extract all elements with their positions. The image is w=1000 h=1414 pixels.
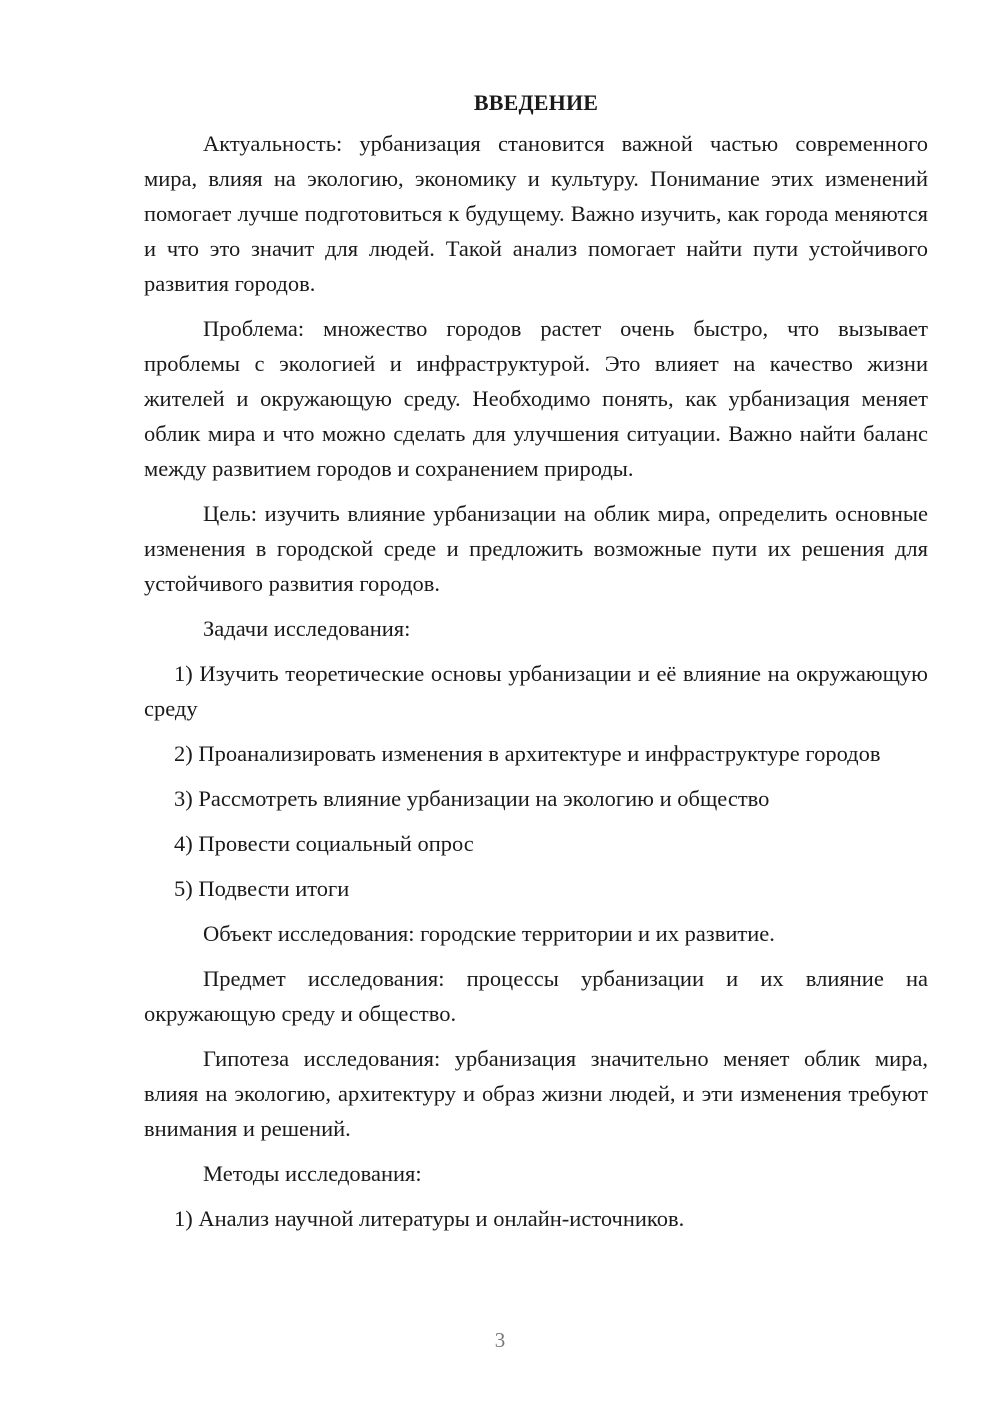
task-item-1: 1) Изучить теоретические основы урбанизации и её влияние на окружающую среду: [144, 661, 928, 721]
subject-paragraph: Предмет исследования: процессы урбанизации и их влияние на окружающую среду и общество.: [144, 966, 928, 1026]
section-title: ВВЕДЕНИЕ: [473, 90, 599, 115]
task-item-3: 3) Рассмотреть влияние урбанизации на экологию и общество: [174, 786, 770, 811]
method-item-1: 1) Анализ научной литературы и онлайн-источников.: [174, 1206, 685, 1231]
problem-paragraph: Проблема: множество городов растет очень быстро, что вызывает проблемы с экологией и инфраструктурой. Это влияет на качество жизни жителей и окружающую среду. Необходимо понять, как урбанизация меняет облик мира и что можно сделать для улучшения ситуации. Важно найти баланс между развитием городов и сохранением природы.: [144, 316, 928, 481]
methods-heading: Методы исследования:: [203, 1161, 422, 1186]
document-page: [144, 90, 928, 1246]
object-paragraph: Объект исследования: городские территории и их развитие.: [203, 921, 775, 946]
task-item-2: 2) Проанализировать изменения в архитектуре и инфраструктуре городов: [174, 741, 881, 766]
task-item-5: 5) Подвести итоги: [174, 876, 350, 901]
relevance-paragraph: Актуальность: урбанизация становится важной частью современного мира, влияя на экологию, экономику и культуру. Понимание этих изменений помогает лучше подготовиться к будущему. Важно изучить, как города меняются и что это значит для людей. Такой анализ помогает найти пути устойчивого развития городов.: [144, 131, 928, 296]
goal-paragraph: Цель: изучить влияние урбанизации на облик мира, определить основные изменения в городской среде и предложить возможные пути их решения для устойчивого развития городов.: [144, 501, 928, 596]
hypothesis-paragraph: Гипотеза исследования: урбанизация значительно меняет облик мира, влияя на экологию, архитектуру и образ жизни людей, и эти изменения требуют внимания и решений.: [144, 1046, 928, 1141]
page-number: 3: [494, 1328, 506, 1352]
task-item-4: 4) Провести социальный опрос: [174, 831, 474, 856]
tasks-heading: Задачи исследования:: [203, 616, 411, 641]
